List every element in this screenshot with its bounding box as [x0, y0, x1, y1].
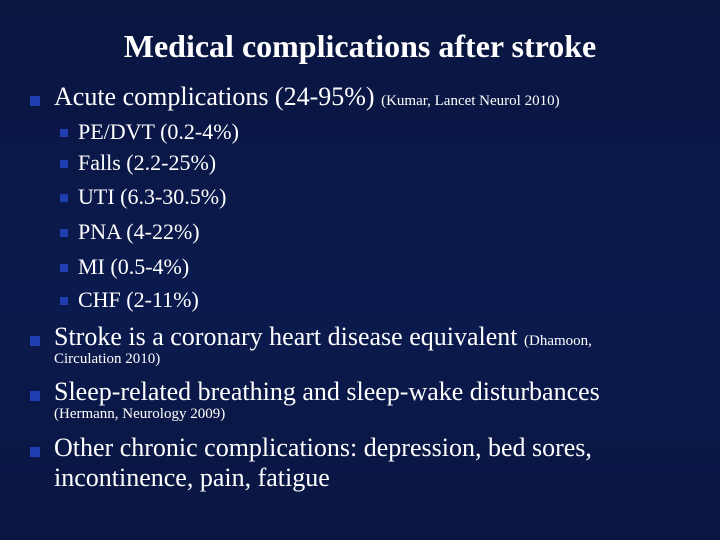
sub-bullet-mi	[60, 253, 720, 281]
sub-bullet-text: Falls (2.2-25%)	[78, 150, 217, 175]
sub-bullet-pna	[60, 218, 720, 246]
slide-title: Medical complications after stroke	[123, 28, 597, 64]
sub-bullet-text: UTI (6.3-30.5%)	[78, 184, 227, 209]
bullet-citation: (Dhamoon,	[524, 333, 592, 349]
sub-bullet-uti	[60, 183, 720, 211]
bullet-square-icon	[30, 447, 40, 457]
bullet-citation-continued: (Hermann, Neurology 2009)	[54, 406, 226, 422]
bullet-square-icon	[60, 129, 68, 137]
bullet-citation-continued: Circulation 2010)	[54, 351, 161, 367]
bullet-square-icon	[60, 194, 68, 202]
bullet-sleep	[30, 377, 720, 407]
sub-bullet-text: PE/DVT (0.2-4%)	[78, 119, 239, 144]
bullet-square-icon	[60, 160, 68, 168]
bullet-square-icon	[30, 391, 40, 401]
bullet-text: Acute complications (24-95%)	[54, 82, 375, 111]
bullet-square-icon	[30, 336, 40, 346]
bullet-text: Stroke is a coronary heart disease equivalent	[54, 322, 518, 351]
bullet-text: Sleep-related breathing and sleep-wake disturbances	[54, 377, 600, 406]
bullet-acute-complications	[30, 82, 720, 112]
bullet-stroke-chd	[30, 322, 720, 352]
bullet-text: Other chronic complications: depression, bed sores,	[54, 433, 592, 462]
sub-bullet-pe-dvt	[60, 118, 720, 146]
bullet-square-icon	[60, 229, 68, 237]
bullet-text-continued: incontinence, pain, fatigue	[54, 463, 330, 492]
bullet-square-icon	[30, 96, 40, 106]
sub-bullet-text: CHF (2-11%)	[78, 287, 199, 312]
sub-bullet-chf	[60, 286, 720, 314]
bullet-square-icon	[60, 297, 68, 305]
bullet-other-chronic	[30, 433, 720, 493]
sub-bullet-text: PNA (4-22%)	[78, 219, 200, 244]
sub-bullet-text: MI (0.5-4%)	[78, 254, 190, 279]
sub-bullet-falls	[60, 149, 720, 177]
bullet-citation: (Kumar, Lancet Neurol 2010)	[381, 93, 560, 109]
bullet-square-icon	[60, 264, 68, 272]
